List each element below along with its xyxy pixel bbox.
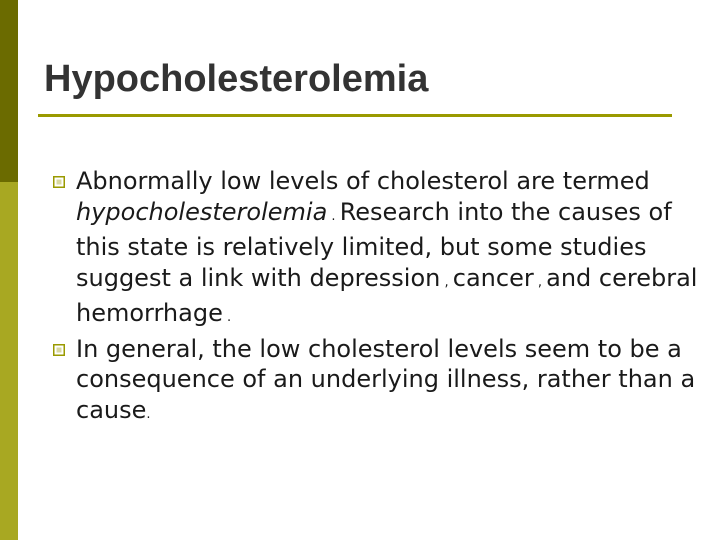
bullet-1-text-d: and cerebral hemorrhage: [76, 263, 698, 327]
bullet-1-text-a: Abnormally low levels of cholesterol are termed: [76, 167, 650, 195]
bullet-1-period: .: [327, 208, 340, 224]
bullet-1-text-b: Research into the causes of this state is relatively limited, but some studies suggest a link with depression: [76, 197, 672, 292]
title-underline: [38, 114, 672, 117]
sidebar-light-band: [0, 182, 18, 540]
square-bullet-icon: [53, 344, 65, 356]
bullet-item-1: [60, 166, 710, 334]
bullet-1-comma-1: ,: [440, 274, 453, 290]
bullet-list: [60, 166, 710, 430]
bullet-1-term: hypocholesterolemia: [76, 197, 328, 226]
bullet-1-end: .: [222, 310, 232, 325]
slide-title: Hypocholesterolemia: [44, 58, 429, 100]
square-bullet-icon: [53, 176, 65, 188]
bullet-item-2: [60, 334, 710, 431]
bullet-1-comma-2: ,: [533, 274, 547, 290]
sidebar-dark-band: [0, 0, 18, 182]
bullet-2-text: In general, the low cholesterol levels seem to be a consequence of an underlying illness, rather than a cause: [76, 334, 696, 424]
bullet-2-end: .: [146, 406, 151, 422]
bullet-1-text-c: cancer: [452, 263, 534, 292]
